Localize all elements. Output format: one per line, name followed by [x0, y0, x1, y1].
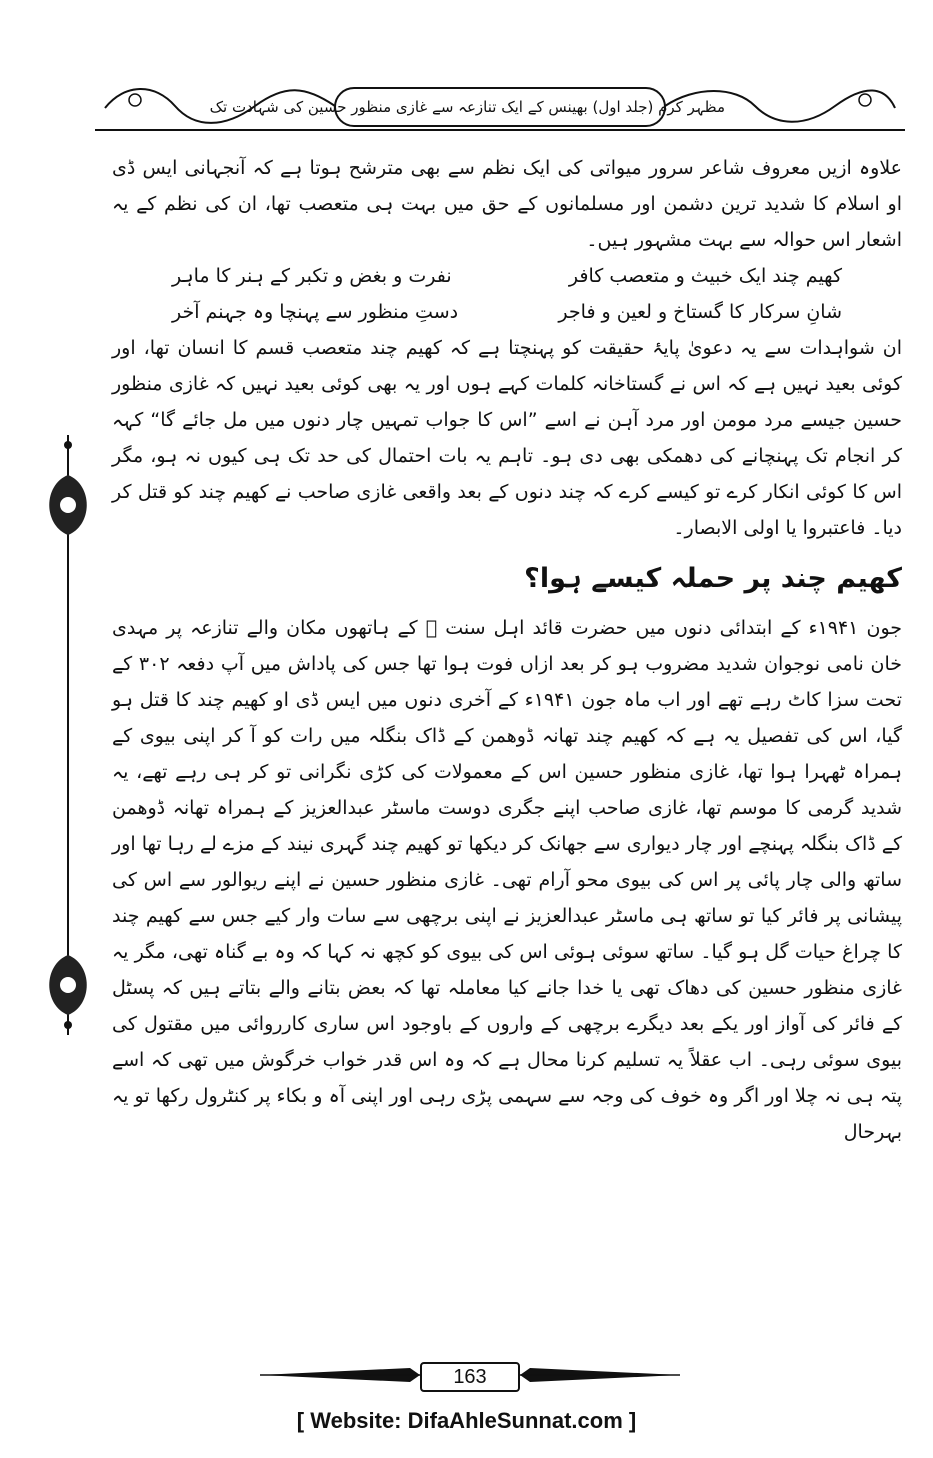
verse-2-left: دستِ منظور سے پہنچا وہ جہنم آخر — [172, 301, 459, 323]
verse-2-right: شانِ سرکار کا گستاخ و لعین و فاجر — [558, 301, 842, 323]
verse-1-right: کھیم چند ایک خبیث و متعصب کافر — [568, 265, 842, 287]
page-number: 163 — [420, 1362, 520, 1392]
section-heading: کھیم چند پر حملہ کیسے ہوا؟ — [524, 563, 902, 594]
paragraph-attack-account: جون ۱۹۴۱ء کے ابتدائی دنوں میں حضرت قائد اہل سنت ﷫ کے ہاتھوں مکان والے تنازعہ پر مہدی خان نامی نوجوان شدید مضروب ہو کر بعد ازاں فوت ہوا تھا جس کی پاداش میں آپ دفعہ ۳۰۲ کے تحت سزا کاٹ رہے تھے اور اب ماہ جون ۱۹۴۱ء کے آخری دنوں میں ایس ڈی او کھیم چند کا قتل ہو گیا، اس کی تفصیل یہ ہے کہ کھیم چند تھانہ ڈوھمن کے ڈاک بنگلہ میں رات کو آ کر اپنی بیوی کے ہمراہ ٹھہرا ہوا تھا، غازی منظور حسین اس کے معمولات کی کڑی نگرانی تو کر ہی رہے تھے، یہ شدید گرمی کا موسم تھا، غازی صاحب اپنے جگری دوست ماسٹر عبدالعزیز کے ہمراہ تھانہ ڈوھمن کے ڈاک بنگلہ پہنچے اور چار دیواری سے جھانک کر دیکھا تو کھیم چند گہری نیند کے مزے لے رہا تھا اور ساتھ والی چار پائی پر اس کی بیوی محو آرام تھی۔ غازی منظور حسین نے اپنے ریوالور سے اس کی پیشانی پر فائر کیا تو ساتھ ہی ماسٹر عبدالعزیز نے اپنی برچھی سے سات وار کیے جس سے کھیم چند کا چراغ حیات گل ہو گیا۔ ساتھ سوئی ہوئی اس کی بیوی کو کچھ نہ کہا کہ وہ بے گناہ تھی، مگر یہ غازی منظور حسین کی دھاک تھی یا خدا جانے کیا معاملہ تھا کہ بعض بتانے والے بتاتے ہیں کہ پسٹل کے فائر کی آواز اور یکے بعد دیگرے برچھی کے واروں کے باوجود اس ساری کارروائی میں مقتول کی بیوی سوئی رہی۔ اب عقلاً یہ تسلیم کرنا محال ہے کہ وہ اس قدر خواب خرگوش میں تھی کہ اسے پتہ ہی نہ چلا اور اگر وہ خوف کی وجہ سے سہمی پڑی رہی اور اپنی آہ و بکاء پر کنٹرول رکھا تو یہ بہرحال — [112, 617, 903, 1143]
verse-1-left: نفرت و بغض و تکبر کے ہنر کا ماہر — [172, 265, 452, 287]
header-title: مظہر کرم (جلد اول) بھینس کے ایک تنازعہ سے غازی منظور حسین کی شہادت تک — [209, 98, 725, 116]
paragraph-evidence: ان شواہدات سے یہ دعویٰ پایۂ حقیقت کو پہنچتا ہے کہ کھیم چند متعصب قسم کا انسان تھا، اور کوئی بعید نہیں ہے کہ اس نے گستاخانہ کلمات کہے ہوں اور یہ بھی کوئی بعید نہیں کہ غازی منظور حسین جیسے مرد مومن اور مرد آہن نے اسے ”اس کا جواب تمہیں چار دنوں میں مل جائے گا“ کہہ کر انجام تک پہنچانے کی دھمکی بھی دی ہو۔ تاہم یہ بات احتمال کی حد تک ہی کیوں نہ ہو، مگر اس کا کوئی انکار کرے تو کیسے کرے کہ چند دنوں کے بعد واقعی غازی صاحب نے کھیم چند کو قتل کر دیا۔ فاعتبروا یا اولی الابصار۔ — [112, 337, 902, 539]
page-body — [112, 150, 902, 1330]
website-credit: [ Website: DifaAhleSunnat.com ] — [296, 1408, 637, 1433]
verse-line-1 — [112, 258, 902, 294]
page-header — [95, 78, 905, 136]
verse-line-2 — [112, 294, 902, 330]
paragraph-intro: علاوہ ازیں معروف شاعر سرور میواتی کی ایک نظم سے بھی مترشح ہوتا ہے کہ آنجہانی ایس ڈی او اسلام کا شدید ترین دشمن اور مسلمانوں کے حق میں بہت ہی متعصب تھا، ان کی نظم کے یہ اشعار اس حوالہ سے بہت مشہور ہیں۔ — [112, 157, 902, 251]
side-vine-ornament — [38, 435, 98, 1035]
